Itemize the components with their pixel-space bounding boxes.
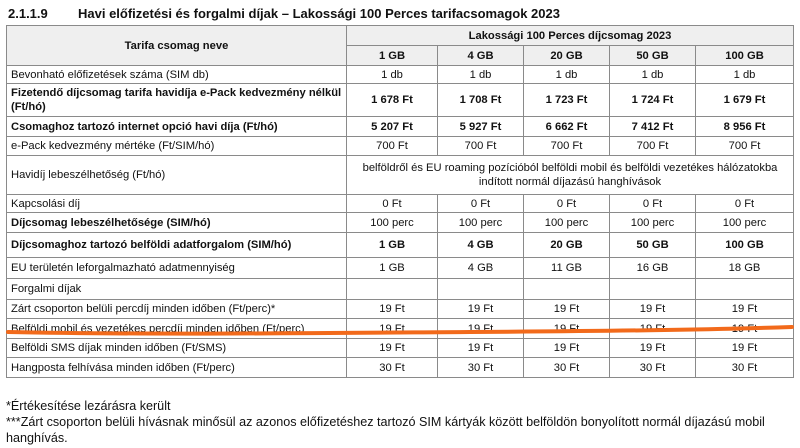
cell-value: 19 Ft xyxy=(696,319,794,339)
row-label: Csomaghoz tartozó internet opció havi díja (Ft/hó) xyxy=(7,117,347,137)
cell-value: 19 Ft xyxy=(696,339,794,358)
cell-value: 19 Ft xyxy=(610,339,696,358)
cell-value: 1 679 Ft xyxy=(696,84,794,117)
row-label: Díjcsomaghoz tartozó belföldi adatforgalom (SIM/hó) xyxy=(7,233,347,258)
cell-value: 100 perc xyxy=(438,213,524,233)
table-row xyxy=(7,339,794,358)
cell-value: 19 Ft xyxy=(438,319,524,339)
table-row xyxy=(7,84,794,117)
section-number: 2.1.1.9 xyxy=(8,5,48,21)
cell-value: 19 Ft xyxy=(347,300,438,319)
cell-value: 100 GB xyxy=(696,233,794,258)
cell-value: 0 Ft xyxy=(524,195,610,213)
package-header: 20 GB xyxy=(524,46,610,66)
cell-value: 1 708 Ft xyxy=(438,84,524,117)
table-row xyxy=(7,233,794,258)
table-row xyxy=(7,66,794,84)
cell-value: 700 Ft xyxy=(347,137,438,156)
section-title: Havi előfizetési és forgalmi díjak – Lakossági 100 Perces tarifacsomagok 2023 xyxy=(78,5,560,21)
cell-value: 700 Ft xyxy=(438,137,524,156)
row-label: Havidíj lebeszélhetőség (Ft/hó) xyxy=(7,156,347,195)
cell-value: 5 207 Ft xyxy=(347,117,438,137)
table-row xyxy=(7,213,794,233)
cell-value: 100 perc xyxy=(347,213,438,233)
table-row xyxy=(7,279,794,300)
cell-value: 19 Ft xyxy=(610,300,696,319)
cell-value: 7 412 Ft xyxy=(610,117,696,137)
cell-value: 1 724 Ft xyxy=(610,84,696,117)
cell-value: 1 db xyxy=(696,66,794,84)
merged-cell-value: belföldről és EU roaming pozícióból belföldi mobil és belföldi vezetékes hálózatokba indított normál díjazású hanghívások xyxy=(347,156,794,195)
section-heading xyxy=(8,2,560,24)
cell-value: 0 Ft xyxy=(610,195,696,213)
cell-value: 1 678 Ft xyxy=(347,84,438,117)
cell-value: 8 956 Ft xyxy=(696,117,794,137)
cell-value: 30 Ft xyxy=(438,358,524,378)
footnotes xyxy=(6,398,796,446)
cell-value: 18 GB xyxy=(696,258,794,279)
cell-value: 50 GB xyxy=(610,233,696,258)
cell-value: 6 662 Ft xyxy=(524,117,610,137)
tariff-table xyxy=(6,25,794,378)
cell-value: 1 723 Ft xyxy=(524,84,610,117)
row-label: Kapcsolási díj xyxy=(7,195,347,213)
row-label: Belföldi SMS díjak minden időben (Ft/SMS) xyxy=(7,339,347,358)
cell-value: 4 GB xyxy=(438,258,524,279)
cell-value: 19 Ft xyxy=(696,300,794,319)
package-header: 100 GB xyxy=(696,46,794,66)
package-header: 50 GB xyxy=(610,46,696,66)
table-row xyxy=(7,358,794,378)
cell-value: 700 Ft xyxy=(610,137,696,156)
table-row xyxy=(7,156,794,195)
row-label: Díjcsomag lebeszélhetősége (SIM/hó) xyxy=(7,213,347,233)
row-label: e-Pack kedvezmény mértéke (Ft/SIM/hó) xyxy=(7,137,347,156)
cell-value xyxy=(696,279,794,300)
cell-value: 19 Ft xyxy=(438,300,524,319)
cell-value: 30 Ft xyxy=(347,358,438,378)
cell-value: 19 Ft xyxy=(347,319,438,339)
package-header: 1 GB xyxy=(347,46,438,66)
cell-value: 19 Ft xyxy=(524,339,610,358)
cell-value xyxy=(438,279,524,300)
row-label: Fizetendő díjcsomag tarifa havidíja e-Pack kedvezmény nélkül (Ft/hó) xyxy=(7,84,347,117)
footnote: ***Zárt csoporton belüli hívásnak minősül az azonos előfizetéshez tartozó SIM kártyák között belföldön bonyolított normál díjazású mobil hanghívás. xyxy=(6,415,765,445)
row-label: Zárt csoporton belüli percdíj minden időben (Ft/perc)* xyxy=(7,300,347,319)
package-header: 4 GB xyxy=(438,46,524,66)
cell-value: 1 db xyxy=(610,66,696,84)
cell-value: 5 927 Ft xyxy=(438,117,524,137)
cell-value: 11 GB xyxy=(524,258,610,279)
row-label: Belföldi mobil és vezetékes percdíj minden időben (Ft/perc) xyxy=(7,319,347,339)
cell-value: 700 Ft xyxy=(696,137,794,156)
header-row-group xyxy=(7,26,794,46)
cell-value: 19 Ft xyxy=(610,319,696,339)
cell-value xyxy=(524,279,610,300)
column-header-tariff-name: Tarifa csomag neve xyxy=(7,26,347,66)
cell-value: 1 db xyxy=(438,66,524,84)
cell-value: 19 Ft xyxy=(347,339,438,358)
cell-value: 4 GB xyxy=(438,233,524,258)
table-row xyxy=(7,258,794,279)
cell-value: 19 Ft xyxy=(438,339,524,358)
table-row xyxy=(7,117,794,137)
row-label: EU területén leforgalmazható adatmennyiség xyxy=(7,258,347,279)
row-label: Forgalmi díjak xyxy=(7,279,347,300)
cell-value: 100 perc xyxy=(696,213,794,233)
cell-value: 19 Ft xyxy=(524,319,610,339)
cell-value: 1 db xyxy=(524,66,610,84)
table-row xyxy=(7,195,794,213)
cell-value: 0 Ft xyxy=(696,195,794,213)
cell-value: 30 Ft xyxy=(610,358,696,378)
row-label: Hangposta felhívása minden időben (Ft/perc) xyxy=(7,358,347,378)
cell-value: 16 GB xyxy=(610,258,696,279)
cell-value: 1 db xyxy=(347,66,438,84)
cell-value: 100 perc xyxy=(610,213,696,233)
cell-value xyxy=(347,279,438,300)
table-row xyxy=(7,137,794,156)
cell-value: 1 GB xyxy=(347,233,438,258)
group-header: Lakossági 100 Perces díjcsomag 2023 xyxy=(347,26,794,46)
row-label: Bevonható előfizetések száma (SIM db) xyxy=(7,66,347,84)
cell-value: 700 Ft xyxy=(524,137,610,156)
cell-value: 0 Ft xyxy=(347,195,438,213)
cell-value: 100 perc xyxy=(524,213,610,233)
cell-value: 20 GB xyxy=(524,233,610,258)
cell-value: 1 GB xyxy=(347,258,438,279)
cell-value: 30 Ft xyxy=(696,358,794,378)
cell-value: 30 Ft xyxy=(524,358,610,378)
table-row xyxy=(7,319,794,339)
cell-value: 0 Ft xyxy=(438,195,524,213)
cell-value: 19 Ft xyxy=(524,300,610,319)
table-row xyxy=(7,300,794,319)
cell-value xyxy=(610,279,696,300)
footnote: *Értékesítése lezárásra került xyxy=(6,399,171,413)
